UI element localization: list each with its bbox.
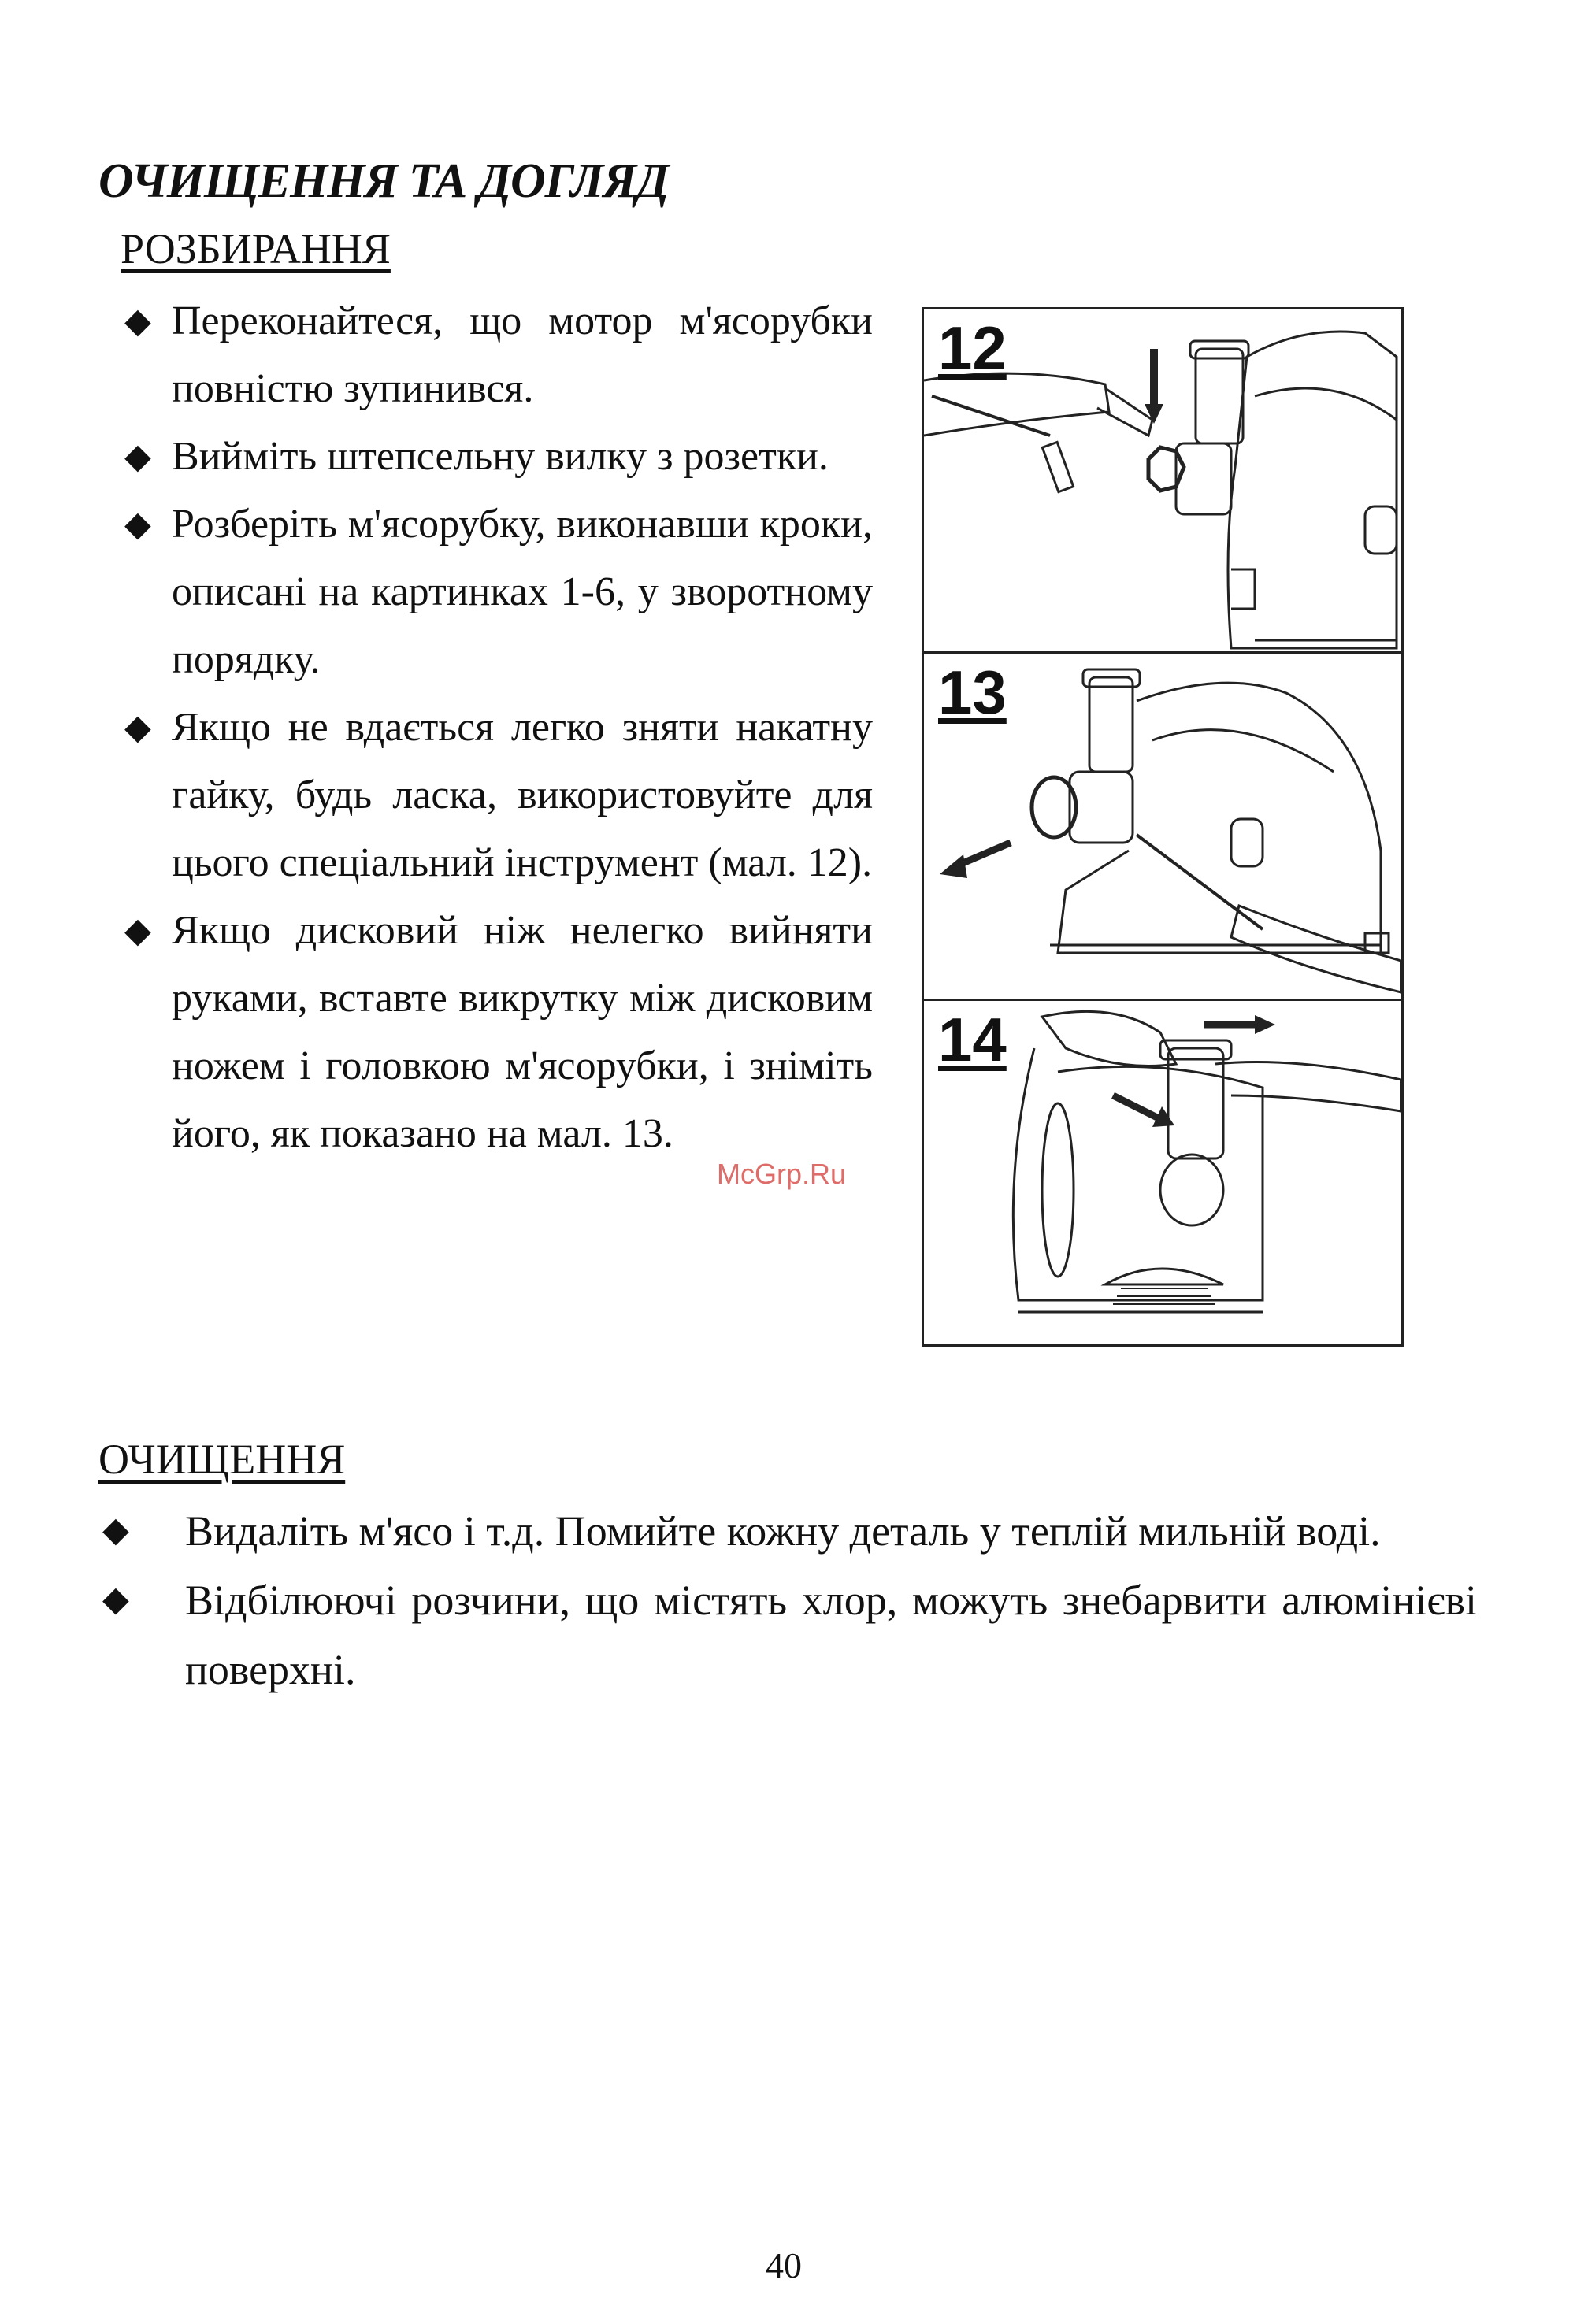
- diamond-bullet-icon: ◆: [124, 505, 151, 543]
- diamond-bullet-icon: ◆: [102, 1510, 129, 1549]
- figure-number: 13: [938, 658, 1007, 727]
- section-heading-cleaning: ОЧИЩЕННЯ: [98, 1436, 346, 1483]
- list-item: ◆ Якщо не вдається легко зняти накатну гайку, будь ласка, використовуйте для цього спеціальний інструмент (мал. 12).: [124, 694, 873, 897]
- diamond-bullet-icon: ◆: [124, 302, 151, 340]
- diamond-bullet-icon: ◆: [102, 1580, 129, 1618]
- cleaning-list: [102, 1496, 1477, 1704]
- list-item: ◆ Якщо дисковий ніж нелегко вийняти руками, вставте викрутку між дисковим ножем і головкою м'ясорубки, і зніміть його, як показано на мал. 13.: [124, 897, 873, 1168]
- list-item: ◆ Вийміть штепсельну вилку з розетки.: [124, 423, 873, 491]
- figure-number: 14: [938, 1005, 1007, 1074]
- page-title: ОЧИЩЕННЯ ТА ДОГЛЯД: [98, 154, 669, 208]
- list-item: ◆ Переконайтеся, що мотор м'ясорубки повністю зупинився.: [124, 287, 873, 423]
- disassembly-list: [124, 287, 873, 1168]
- list-item: ◆ Розберіть м'ясорубку, виконавши кроки, описані на картинках 1-6, у зворотному порядку.: [124, 491, 873, 694]
- figure-13: [922, 651, 1404, 1001]
- diamond-bullet-icon: ◆: [124, 911, 151, 950]
- diamond-bullet-icon: ◆: [124, 437, 151, 476]
- list-item: ◆ Відбілюючі розчини, що містять хлор, можуть знебарвити алюмінієві поверхні.: [102, 1566, 1477, 1704]
- list-item: ◆ Видаліть м'ясо і т.д. Помийте кожну деталь у теплій мильній воді.: [102, 1496, 1477, 1566]
- page-number: 40: [766, 2245, 802, 2285]
- figure-14: [922, 999, 1404, 1347]
- figure-number: 12: [938, 313, 1007, 383]
- watermark: McGrp.Ru: [717, 1158, 847, 1190]
- section-heading-disassembly: РОЗБИРАННЯ: [121, 225, 391, 272]
- figure-12: [922, 307, 1404, 654]
- diamond-bullet-icon: ◆: [124, 708, 151, 747]
